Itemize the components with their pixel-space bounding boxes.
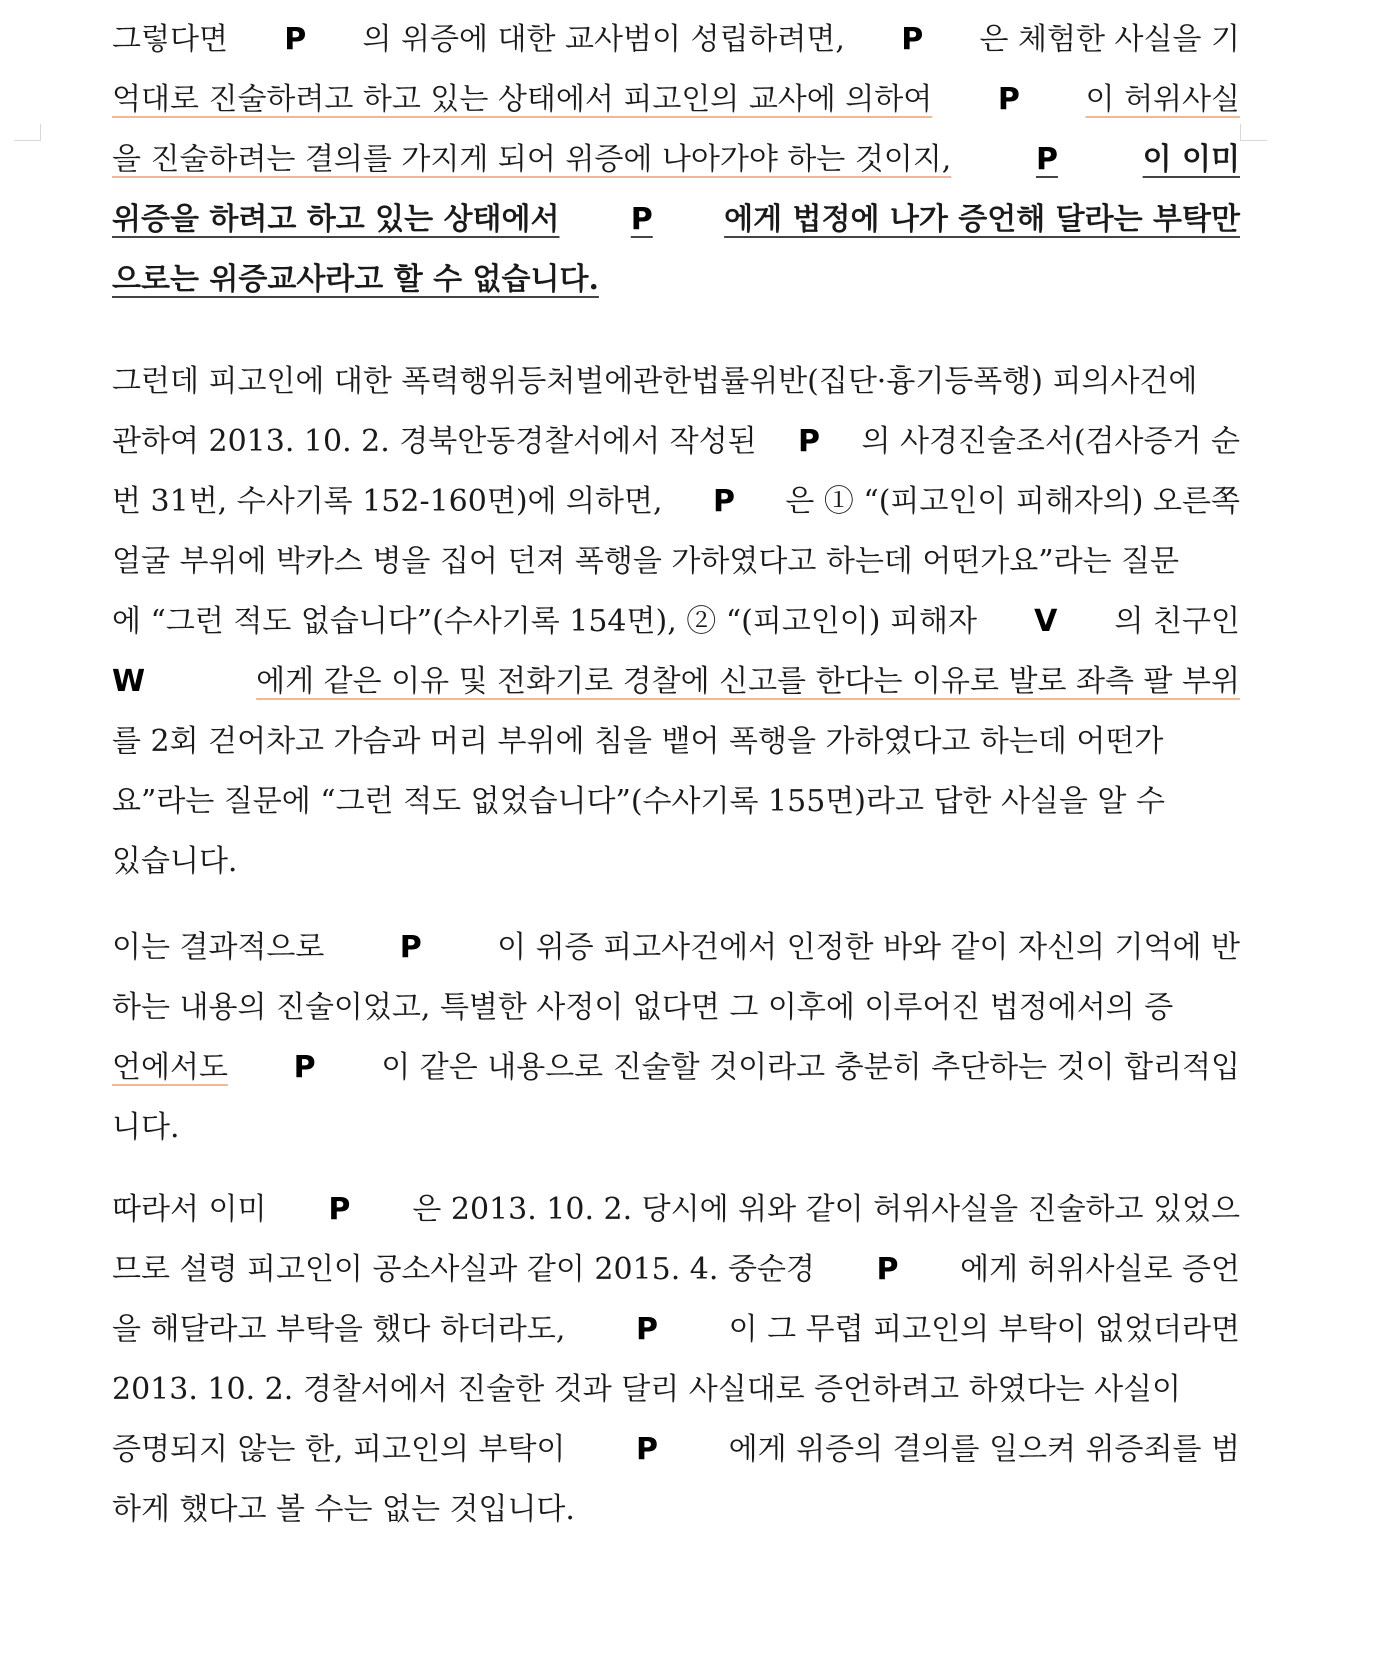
text-segment: 얼굴 부위에 박카스 병을 집어 던져 폭행을 가하였다고 하는데 어떤가요”라는 질문 <box>112 544 1180 579</box>
text-segment: 하게 했다고 볼 수는 없는 것입니다. <box>112 1492 575 1527</box>
text-segment: 하는 내용의 진술이었고, 특별한 사정이 없다면 그 이후에 이루어진 법정에서의 증 <box>112 990 1174 1025</box>
text-segment: 이 허위사실 <box>1085 82 1240 117</box>
text-segment: 관하여 2013. 10. 2. 경북안동경찰서에서 작성된 <box>112 424 757 459</box>
text-segment: 으로는 위증교사라고 할 수 없습니다. <box>112 262 599 297</box>
text-line <box>112 1300 1240 1360</box>
text-line <box>112 712 1240 772</box>
text-segment: 억대로 진술하려고 하고 있는 상태에서 피고인의 교사에 의하여 <box>112 82 933 117</box>
text-line <box>112 652 1240 712</box>
text-line <box>112 1098 1240 1158</box>
text-segment: 그렇다면 <box>112 22 228 57</box>
crop-mark-left <box>14 124 41 141</box>
text-line <box>112 190 1240 250</box>
text-line <box>112 1038 1240 1098</box>
text-segment: 은 체험한 사실을 기 <box>979 22 1240 57</box>
text-line <box>112 1180 1240 1240</box>
text-segment: 요”라는 질문에 “그런 적도 없었습니다”(수사기록 155면)라고 답한 사실을 알 수 <box>112 784 1165 819</box>
text-segment: 이 같은 내용으로 진술할 것이라고 충분히 추단하는 것이 합리적입 <box>381 1050 1240 1085</box>
text-line <box>112 532 1240 592</box>
text-line <box>112 772 1240 832</box>
text-segment: 있습니다. <box>112 844 238 879</box>
text-segment: 에게 위증의 결의를 일으켜 위증죄를 범 <box>728 1432 1240 1467</box>
redacted-name-label: W <box>112 664 146 699</box>
text-segment: 므로 설령 피고인이 공소사실과 같이 2015. 4. 중순경 <box>112 1252 815 1287</box>
text-segment: 그런데 피고인에 대한 폭력행위등처벌에관한법률위반(집단·흉기등폭행) 피의사건에 <box>112 364 1198 399</box>
text-segment: 에게 허위사실로 증언 <box>960 1252 1240 1287</box>
text-line <box>112 918 1240 978</box>
text-line <box>112 1420 1240 1480</box>
text-segment: 언에서도 <box>112 1050 228 1085</box>
text-segment: 은 2013. 10. 2. 당시에 위와 같이 허위사실을 진술하고 있었으 <box>412 1192 1240 1227</box>
text-line <box>112 1480 1240 1540</box>
text-line <box>112 250 1240 310</box>
text-line <box>112 412 1240 472</box>
text-segment: 위증을 하려고 하고 있는 상태에서 <box>112 202 560 237</box>
text-segment: 번 31번, 수사기록 152-160면)에 의하면, <box>112 484 663 519</box>
text-line <box>112 832 1240 892</box>
crop-mark-right <box>1240 124 1267 141</box>
text-segment: 를 2회 걷어차고 가슴과 머리 부위에 침을 뱉어 폭행을 가하였다고 하는데 어떤가 <box>112 724 1164 759</box>
text-line <box>112 592 1240 652</box>
text-segment: 니다. <box>112 1110 180 1145</box>
redacted-name-label: P <box>636 1312 659 1347</box>
text-segment: 의 위증에 대한 교사범이 성립하려면, <box>362 22 845 57</box>
redacted-name-label: P <box>876 1252 899 1287</box>
text-segment: 은 ① “(피고인이 피해자의) 오른쪽 <box>785 484 1240 519</box>
redacted-name-label: P <box>284 22 307 57</box>
text-line <box>112 130 1240 190</box>
paragraph-4 <box>112 1180 1240 1540</box>
text-segment: 이 이미 <box>1142 142 1240 177</box>
redacted-name-label: P <box>293 1050 316 1085</box>
text-segment: 2013. 10. 2. 경찰서에서 진술한 것과 달리 사실대로 증언하려고 하였다는 사실이 <box>112 1372 1182 1407</box>
redacted-name-label: P <box>636 1432 659 1467</box>
text-segment: 의 친구인 <box>1114 604 1240 639</box>
text-segment: 을 진술하려는 결의를 가지게 되어 위증에 나아가야 하는 것이지, <box>112 142 952 177</box>
text-line <box>112 1240 1240 1300</box>
redacted-name-label: P <box>901 22 924 57</box>
redacted-name-label: P <box>630 202 653 237</box>
paragraph-2 <box>112 352 1240 892</box>
redacted-name-label: P <box>997 82 1020 117</box>
text-segment: 을 해달라고 부탁을 했다 하더라도, <box>112 1312 566 1347</box>
text-line <box>112 352 1240 412</box>
text-segment: 이 위증 피고사건에서 인정한 바와 같이 자신의 기억에 반 <box>497 930 1240 965</box>
paragraph-3 <box>112 918 1240 1158</box>
text-segment: 에게 같은 이유 및 전화기로 경찰에 신고를 한다는 이유로 발로 좌측 팔 부위 <box>256 664 1240 699</box>
text-segment: 따라서 이미 <box>112 1192 267 1227</box>
text-segment: 이 그 무렵 피고인의 부탁이 없었더라면 <box>728 1312 1240 1347</box>
text-segment: 이는 결과적으로 <box>112 930 325 965</box>
redacted-name-label: P <box>712 484 735 519</box>
redacted-name-label: P <box>328 1192 351 1227</box>
redacted-name-label: P <box>1035 142 1058 177</box>
text-line <box>112 472 1240 532</box>
redacted-name-label: P <box>399 930 422 965</box>
redacted-name-label: V <box>1034 604 1058 639</box>
text-line <box>112 70 1240 130</box>
text-line <box>112 1360 1240 1420</box>
text-segment: 에게 법정에 나가 증언해 달라는 부탁만 <box>724 202 1240 237</box>
text-line <box>112 978 1240 1038</box>
text-segment: 의 사경진술조서(검사증거 순 <box>861 424 1240 459</box>
text-segment: 에 “그런 적도 없습니다”(수사기록 154면), ② “(피고인이) 피해자 <box>112 604 977 639</box>
redacted-name-label: P <box>798 424 821 459</box>
text-segment: 증명되지 않는 한, 피고인의 부탁이 <box>112 1432 566 1467</box>
paragraph-1 <box>112 10 1240 310</box>
text-line <box>112 10 1240 70</box>
